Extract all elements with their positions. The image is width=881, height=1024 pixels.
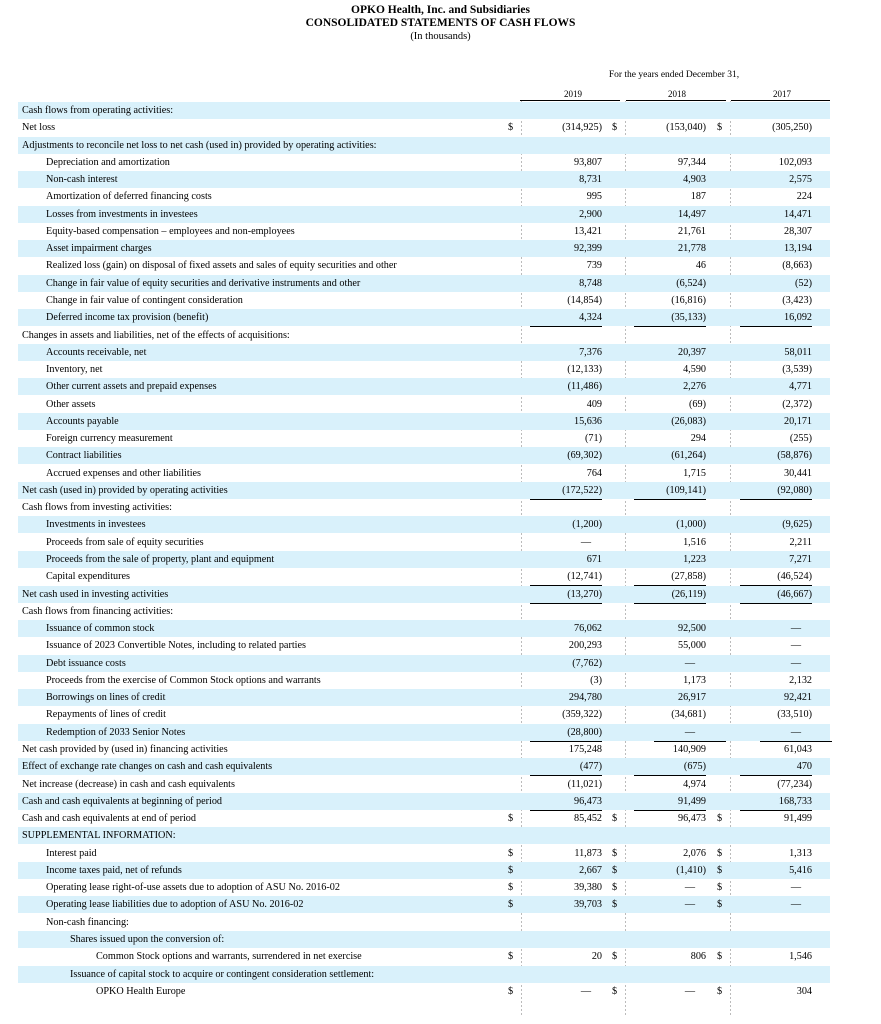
table-row xyxy=(18,240,830,257)
value-cell-2018 xyxy=(634,966,706,983)
row-label: Issuance of 2023 Convertible Notes, including to related parties xyxy=(46,640,306,652)
row-label: Net loss xyxy=(22,122,56,134)
value-cell-2019: 8,731 xyxy=(579,174,602,186)
value-cell-2017: (46,524) xyxy=(740,568,812,586)
value-cell-2018: (35,133) xyxy=(634,309,706,327)
value-cell-2018: (6,524) xyxy=(676,277,706,289)
table-row xyxy=(18,430,830,447)
currency-symbol: $ xyxy=(717,813,723,825)
row-label: Borrowings on lines of credit xyxy=(46,692,166,704)
row-label: Losses from investments in investees xyxy=(46,208,198,220)
value-cell-2019: (12,741) xyxy=(530,568,602,586)
row-label: Cash flows from investing activities: xyxy=(22,502,172,514)
row-label: Contract liabilities xyxy=(46,450,122,462)
value-cell-2017: (33,510) xyxy=(777,709,812,721)
currency-symbol: $ xyxy=(508,985,514,997)
value-cell-2017 xyxy=(740,102,812,119)
value-cell-2018: 46 xyxy=(695,260,706,272)
currency-symbol: $ xyxy=(508,951,514,963)
value-cell-2017: 4,771 xyxy=(789,381,812,393)
currency-symbol: $ xyxy=(508,122,514,134)
value-cell-2017: 2,575 xyxy=(789,174,812,186)
value-cell-2018: 55,000 xyxy=(677,640,706,652)
currency-symbol: $ xyxy=(717,864,723,876)
value-cell-2019 xyxy=(530,914,602,931)
value-cell-2018: 1,173 xyxy=(683,674,706,686)
value-cell-2018: (34,681) xyxy=(671,709,706,721)
table-row xyxy=(18,551,830,568)
value-cell-2017: (92,080) xyxy=(740,482,812,500)
value-cell-2017: 16,092 xyxy=(740,309,812,327)
row-label: Cash flows from operating activities: xyxy=(22,105,174,116)
row-label: Other current assets and prepaid expenses xyxy=(46,381,217,393)
currency-symbol: $ xyxy=(508,864,514,876)
value-cell-2018: 91,499 xyxy=(634,793,706,811)
currency-symbol: $ xyxy=(717,899,723,911)
row-label: Changes in assets and liabilities, net of the effects of acquisitions: xyxy=(22,329,290,341)
table-row xyxy=(18,706,830,723)
table-row xyxy=(18,309,830,326)
value-cell-2019: 93,807 xyxy=(573,156,602,168)
value-cell-2019: 13,421 xyxy=(573,225,602,237)
value-cell-2019 xyxy=(530,137,602,154)
table-row xyxy=(18,586,830,603)
table-row xyxy=(18,827,830,844)
table-row xyxy=(18,361,830,378)
table-row xyxy=(18,983,830,1000)
units-note: (In thousands) xyxy=(410,31,471,42)
value-cell-2018: 20,397 xyxy=(677,346,706,358)
value-cell-2017: — xyxy=(790,899,802,911)
value-cell-2017: 92,421 xyxy=(783,692,812,704)
currency-symbol: $ xyxy=(612,899,618,911)
value-cell-2018: (26,119) xyxy=(634,586,706,604)
currency-symbol: $ xyxy=(612,882,618,894)
value-cell-2019: (314,925) xyxy=(562,122,602,134)
value-cell-2018: 4,590 xyxy=(683,364,706,376)
row-label: Operating lease right-of-use assets due to adoption of ASU No. 2016-02 xyxy=(46,882,340,894)
value-cell-2017: 5,416 xyxy=(789,864,812,876)
row-label: Repayments of lines of credit xyxy=(46,709,166,721)
value-cell-2017: 30,441 xyxy=(740,465,812,483)
value-cell-2019: 739 xyxy=(586,260,602,272)
value-cell-2018: 1,715 xyxy=(634,465,706,483)
table-row xyxy=(18,499,830,516)
value-cell-2017: — xyxy=(790,640,802,652)
row-label: Equity-based compensation – employees and non-employees xyxy=(46,225,295,237)
table-row xyxy=(18,620,830,637)
period-heading: For the years ended December 31, xyxy=(608,70,740,80)
year-underline xyxy=(626,100,726,101)
currency-symbol: $ xyxy=(612,951,618,963)
table-row xyxy=(18,188,830,205)
value-cell-2017: (3,539) xyxy=(782,364,812,376)
row-label: Income taxes paid, net of refunds xyxy=(46,864,182,876)
currency-symbol: $ xyxy=(508,899,514,911)
value-cell-2017: 1,546 xyxy=(789,951,812,963)
table-row xyxy=(18,344,830,361)
value-cell-2019: (71) xyxy=(585,433,602,445)
value-cell-2018: (26,083) xyxy=(671,415,706,427)
value-cell-2019: 11,873 xyxy=(574,847,602,859)
currency-symbol: $ xyxy=(612,847,618,859)
table-row xyxy=(18,603,830,620)
table-row xyxy=(18,948,830,965)
table-row xyxy=(18,396,830,413)
value-cell-2019: 8,748 xyxy=(579,277,602,289)
row-label: Debt issuance costs xyxy=(46,657,126,669)
value-cell-2018: 92,500 xyxy=(677,623,706,635)
value-cell-2018: 187 xyxy=(690,191,706,203)
row-label: Proceeds from sale of equity securities xyxy=(46,536,204,548)
value-cell-2017 xyxy=(740,914,812,931)
value-cell-2019: 20 xyxy=(591,951,602,963)
company-name: OPKO Health, Inc. and Subsidiaries xyxy=(351,4,530,16)
value-cell-2018: 96,473 xyxy=(634,810,706,830)
currency-symbol: $ xyxy=(508,882,514,894)
table-row xyxy=(18,862,830,879)
value-cell-2019: — xyxy=(580,985,592,997)
value-cell-2018: 140,909 xyxy=(672,743,706,755)
table-row xyxy=(18,758,830,775)
table-row xyxy=(18,776,830,793)
currency-symbol: $ xyxy=(508,847,514,859)
value-cell-2018: — xyxy=(684,985,696,997)
currency-symbol: $ xyxy=(717,847,723,859)
value-cell-2018 xyxy=(634,137,706,154)
value-cell-2019: (11,021) xyxy=(567,778,602,790)
value-cell-2018 xyxy=(634,603,706,620)
value-cell-2017: 61,043 xyxy=(783,743,812,755)
value-cell-2019: 2,900 xyxy=(579,208,602,220)
currency-symbol: $ xyxy=(612,122,618,134)
row-label: Net cash used in investing activities xyxy=(22,588,169,600)
value-cell-2019: (1,200) xyxy=(572,519,602,531)
value-cell-2017: — xyxy=(790,623,802,635)
value-cell-2017: 470 xyxy=(740,758,812,776)
value-cell-2019: (14,854) xyxy=(567,294,602,306)
value-cell-2018: (16,816) xyxy=(671,294,706,306)
value-cell-2017: 20,171 xyxy=(783,415,812,427)
row-label: Non-cash financing: xyxy=(46,916,129,928)
value-cell-2017: 304 xyxy=(796,985,812,997)
value-cell-2017: 102,093 xyxy=(778,156,812,168)
table-row xyxy=(18,102,830,119)
value-cell-2019: (11,486) xyxy=(567,381,602,393)
value-cell-2019 xyxy=(530,931,602,948)
value-cell-2017: 58,011 xyxy=(784,346,812,358)
row-label: Net cash provided by (used in) financing activities xyxy=(22,743,228,755)
value-cell-2019: (3) xyxy=(590,674,602,686)
value-cell-2019: (359,322) xyxy=(562,709,602,721)
value-cell-2019: 15,636 xyxy=(573,415,602,427)
table-row xyxy=(18,568,830,585)
row-label: Deferred income tax provision (benefit) xyxy=(46,312,209,324)
row-label: Interest paid xyxy=(46,847,97,859)
value-cell-2017: 7,271 xyxy=(789,554,812,566)
table-row xyxy=(18,275,830,292)
row-label: Accounts payable xyxy=(46,415,119,427)
value-cell-2019: 294,780 xyxy=(568,692,602,704)
value-cell-2019 xyxy=(530,327,602,344)
row-label: Depreciation and amortization xyxy=(46,156,170,168)
value-cell-2018 xyxy=(634,327,706,344)
value-cell-2019: 92,399 xyxy=(573,243,602,255)
value-cell-2019: (7,762) xyxy=(572,657,602,669)
row-label: Accounts receivable, net xyxy=(46,346,147,358)
value-cell-2017 xyxy=(740,603,812,620)
row-label: Asset impairment charges xyxy=(46,243,152,255)
value-cell-2019: (69,302) xyxy=(567,450,602,462)
table-row xyxy=(18,672,830,689)
value-cell-2018: (675) xyxy=(634,758,706,776)
value-cell-2017: (255) xyxy=(789,433,812,445)
row-label: Cash and cash equivalents at beginning of period xyxy=(22,795,223,807)
value-cell-2017 xyxy=(740,499,812,516)
value-cell-2017: — xyxy=(790,657,802,669)
row-label: Inventory, net xyxy=(46,364,103,376)
value-cell-2018: — xyxy=(654,724,726,742)
table-row xyxy=(18,119,830,136)
row-label: Capital expenditures xyxy=(46,571,131,583)
row-label: Accrued expenses and other liabilities xyxy=(46,467,202,479)
value-cell-2017: 28,307 xyxy=(783,225,812,237)
value-cell-2017 xyxy=(740,137,812,154)
value-cell-2018: (1,000) xyxy=(676,519,706,531)
value-cell-2019: 7,376 xyxy=(579,346,602,358)
value-cell-2019: (12,133) xyxy=(567,364,602,376)
row-label: Investments in investees xyxy=(46,519,146,531)
value-cell-2018: 2,076 xyxy=(683,847,706,859)
value-cell-2017: (9,625) xyxy=(782,519,812,531)
value-cell-2018: 26,917 xyxy=(677,692,706,704)
currency-symbol: $ xyxy=(612,864,618,876)
value-cell-2019: 200,293 xyxy=(568,640,602,652)
table-row xyxy=(18,378,830,395)
value-cell-2019: (172,522) xyxy=(530,482,602,500)
table-row xyxy=(18,413,830,430)
value-cell-2018: 14,497 xyxy=(677,208,706,220)
value-cell-2019: 409 xyxy=(586,398,602,410)
table-row xyxy=(18,447,830,464)
table-row xyxy=(18,914,830,931)
row-label: Change in fair value of equity securities and derivative instruments and other xyxy=(46,277,361,289)
table-row xyxy=(18,637,830,654)
value-cell-2018: 1,516 xyxy=(683,536,706,548)
value-cell-2018: (27,858) xyxy=(634,568,706,586)
value-cell-2017: — xyxy=(760,724,832,742)
value-cell-2017: (46,667) xyxy=(740,586,812,604)
value-cell-2017: 91,499 xyxy=(740,810,812,830)
table-row xyxy=(18,931,830,948)
row-label: Shares issued upon the conversion of: xyxy=(70,933,225,945)
value-cell-2017: 224 xyxy=(796,191,812,203)
value-cell-2017 xyxy=(740,931,812,948)
table-row xyxy=(18,292,830,309)
currency-symbol: $ xyxy=(612,813,618,825)
value-cell-2017: 168,733 xyxy=(740,793,812,811)
value-cell-2018: (1,410) xyxy=(676,864,706,876)
value-cell-2018: (153,040) xyxy=(666,122,706,134)
table-row xyxy=(18,482,830,499)
value-cell-2017: 1,313 xyxy=(789,847,812,859)
row-label: Amortization of deferred financing costs xyxy=(46,191,212,203)
value-cell-2019 xyxy=(530,499,602,516)
value-cell-2017: — xyxy=(790,882,802,894)
row-label: Net increase (decrease) in cash and cash equivalents xyxy=(22,778,235,790)
table-row xyxy=(18,223,830,240)
row-label: Operating lease liabilities due to adoption of ASU No. 2016-02 xyxy=(46,899,304,911)
value-cell-2017: (3,423) xyxy=(782,294,812,306)
row-label: Adjustments to reconcile net loss to net cash (used in) provided by operating activities: xyxy=(22,139,377,151)
value-cell-2019: 995 xyxy=(586,191,602,203)
table-row xyxy=(18,793,830,810)
value-cell-2019 xyxy=(530,603,602,620)
value-cell-2019: (28,800) xyxy=(530,724,602,742)
table-row xyxy=(18,206,830,223)
value-cell-2019 xyxy=(530,966,602,983)
value-cell-2018: 294 xyxy=(690,433,706,445)
currency-symbol: $ xyxy=(508,813,514,825)
value-cell-2017: (305,250) xyxy=(772,122,812,134)
value-cell-2018: — xyxy=(684,899,696,911)
value-cell-2019: (13,270) xyxy=(530,586,602,604)
currency-symbol: $ xyxy=(717,122,723,134)
value-cell-2018 xyxy=(634,914,706,931)
table-row xyxy=(18,516,830,533)
value-cell-2017: (77,234) xyxy=(777,778,812,790)
value-cell-2017 xyxy=(740,966,812,983)
table-row xyxy=(18,655,830,672)
value-cell-2019: (477) xyxy=(530,758,602,776)
value-cell-2017: (2,372) xyxy=(782,398,812,410)
value-cell-2018 xyxy=(634,102,706,119)
value-cell-2017: 2,132 xyxy=(789,674,812,686)
row-label: Common Stock options and warrants, surrendered in net exercise xyxy=(96,951,362,963)
value-cell-2019: 4,324 xyxy=(530,309,602,327)
value-cell-2018 xyxy=(634,499,706,516)
table-row xyxy=(18,171,830,188)
row-label: Change in fair value of contingent consideration xyxy=(46,294,243,306)
row-label: Issuance of capital stock to acquire or contingent consideration settlement: xyxy=(70,968,375,980)
value-cell-2018: 21,761 xyxy=(677,225,706,237)
table-row xyxy=(18,689,830,706)
value-cell-2018: (109,141) xyxy=(634,482,706,500)
row-label: Issuance of common stock xyxy=(46,623,155,635)
row-label: Realized loss (gain) on disposal of fixed assets and sales of equity securities and other xyxy=(46,260,397,272)
year-underline xyxy=(731,100,830,101)
value-cell-2017 xyxy=(740,327,812,344)
table-row xyxy=(18,327,830,344)
value-cell-2019: 39,703 xyxy=(573,899,602,911)
value-cell-2019 xyxy=(530,827,602,844)
value-cell-2017: 13,194 xyxy=(783,243,812,255)
value-cell-2019: 96,473 xyxy=(530,793,602,811)
row-label: Non-cash interest xyxy=(46,174,118,186)
value-cell-2019: 175,248 xyxy=(568,743,602,755)
value-cell-2019: 764 xyxy=(530,465,602,483)
value-cell-2017: 14,471 xyxy=(783,208,812,220)
value-cell-2019: 2,667 xyxy=(579,864,602,876)
table-row xyxy=(18,257,830,274)
statement-title: CONSOLIDATED STATEMENTS OF CASH FLOWS xyxy=(305,17,576,29)
value-cell-2018: 4,903 xyxy=(683,174,706,186)
row-label: Proceeds from the exercise of Common Stock options and warrants xyxy=(46,674,321,686)
value-cell-2018: 21,778 xyxy=(677,243,706,255)
table-row xyxy=(18,879,830,896)
value-cell-2018 xyxy=(634,931,706,948)
value-cell-2018: — xyxy=(684,882,696,894)
table-row xyxy=(18,724,830,741)
row-label: Cash flows from financing activities: xyxy=(22,605,174,617)
value-cell-2019: 76,062 xyxy=(573,623,602,635)
value-cell-2018: 4,974 xyxy=(683,778,706,790)
row-label: OPKO Health Europe xyxy=(96,985,186,997)
value-cell-2017: (58,876) xyxy=(777,450,812,462)
value-cell-2019: 85,452 xyxy=(530,810,602,830)
row-label: SUPPLEMENTAL INFORMATION: xyxy=(22,830,176,842)
table-row xyxy=(18,896,830,913)
currency-symbol: $ xyxy=(717,951,723,963)
currency-symbol: $ xyxy=(717,985,723,997)
table-row xyxy=(18,534,830,551)
row-label: Effect of exchange rate changes on cash and cash equivalents xyxy=(22,761,273,773)
currency-symbol: $ xyxy=(612,985,618,997)
year-2017: 2017 xyxy=(773,89,791,99)
value-cell-2018: 97,344 xyxy=(677,156,706,168)
row-label: Cash and cash equivalents at end of period xyxy=(22,813,196,825)
table-row xyxy=(18,845,830,862)
value-cell-2017: (8,663) xyxy=(782,260,812,272)
table-row xyxy=(18,154,830,171)
value-cell-2017: 2,211 xyxy=(789,536,812,548)
year-2018: 2018 xyxy=(668,89,686,99)
value-cell-2018: — xyxy=(684,657,696,669)
value-cell-2019 xyxy=(530,102,602,119)
table-row xyxy=(18,137,830,154)
value-cell-2018: 1,223 xyxy=(683,554,706,566)
table-row xyxy=(18,966,830,983)
value-cell-2018 xyxy=(634,827,706,844)
year-2019: 2019 xyxy=(564,89,582,99)
value-cell-2018: 806 xyxy=(690,951,706,963)
row-label: Redemption of 2033 Senior Notes xyxy=(46,726,186,738)
row-label: Foreign currency measurement xyxy=(46,433,173,445)
value-cell-2019: 39,380 xyxy=(573,882,602,894)
row-label: Other assets xyxy=(46,398,96,410)
value-cell-2017 xyxy=(740,827,812,844)
value-cell-2018: (61,264) xyxy=(671,450,706,462)
value-cell-2019: 671 xyxy=(586,554,602,566)
table-row xyxy=(18,741,830,758)
value-cell-2018: (69) xyxy=(689,398,706,410)
year-underline xyxy=(520,100,620,101)
table-row xyxy=(18,465,830,482)
currency-symbol: $ xyxy=(717,882,723,894)
table-row xyxy=(18,810,830,827)
row-label: Net cash (used in) provided by operating activities xyxy=(22,484,228,496)
value-cell-2018: 2,276 xyxy=(683,381,706,393)
value-cell-2019: — xyxy=(580,536,592,548)
value-cell-2017: (52) xyxy=(795,277,812,289)
row-label: Proceeds from the sale of property, plant and equipment xyxy=(46,554,275,566)
